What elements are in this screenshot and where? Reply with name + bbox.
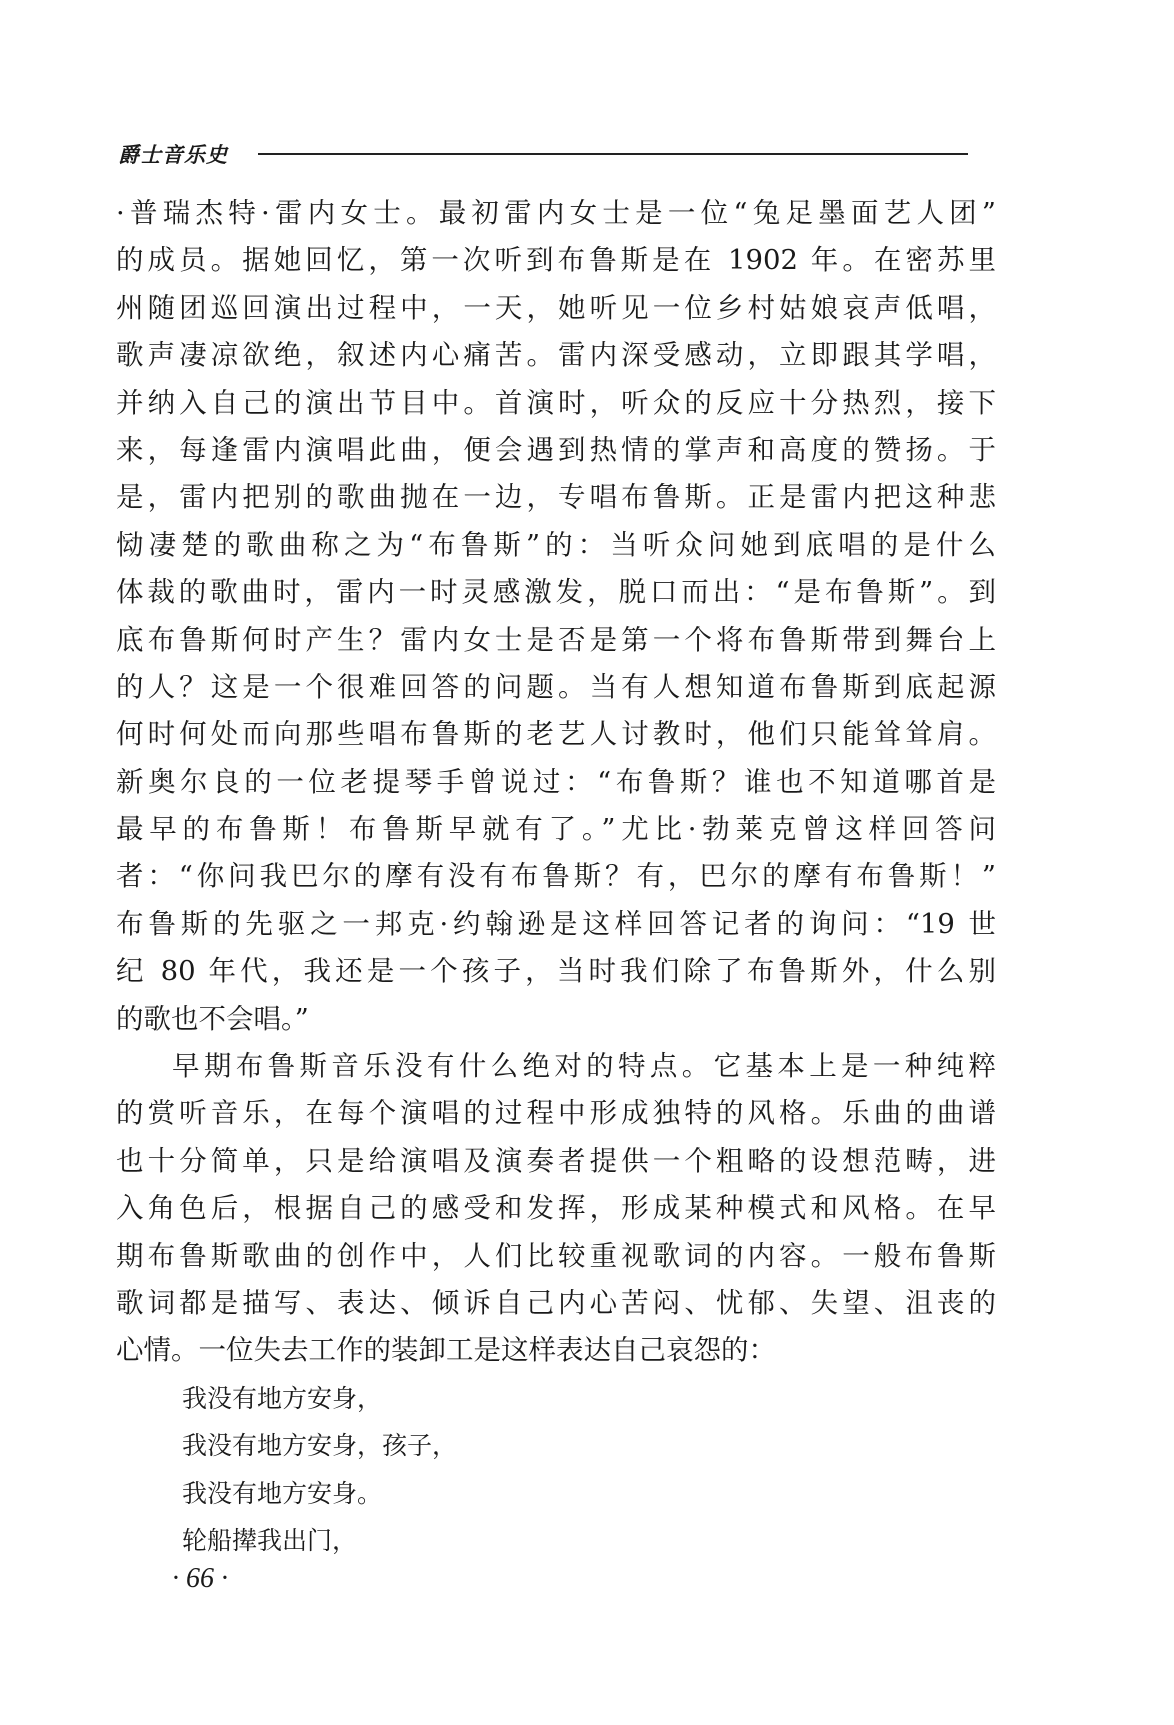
text-line: 最早的布鲁斯！布鲁斯早就有了。”尤比·勃莱克曾这样回答问	[116, 813, 996, 846]
text-line: 歌声凄凉欲绝，叙述内心痛苦。雷内深受感动，立即跟其学唱，	[116, 339, 996, 372]
text-line: 心情。一位失去工作的装卸工是这样表达自己哀怨的：	[116, 1334, 776, 1367]
verse-line: 我没有地方安身。	[182, 1478, 383, 1508]
text-line: 来，每逢雷内演唱此曲，便会遇到热情的掌声和高度的赞扬。于	[116, 433, 996, 466]
paragraph-1	[116, 190, 996, 1043]
text-line: 者：“你问我巴尔的摩有没有布鲁斯？有，巴尔的摩有布鲁斯！”	[116, 860, 996, 893]
text-line: 底布鲁斯何时产生？雷内女士是否是第一个将布鲁斯带到舞台上	[116, 623, 996, 656]
text-line: 是，雷内把别的歌曲抛在一边，专唱布鲁斯。正是雷内把这种悲	[116, 481, 996, 514]
paragraph-2	[116, 1043, 996, 1375]
text-line: 的赏听音乐，在每个演唱的过程中形成独特的风格。乐曲的曲谱	[116, 1097, 996, 1130]
text-line: 的成员。据她回忆，第一次听到布鲁斯是在 1902 年。在密苏里	[116, 244, 996, 277]
text-line: 的人？这是一个很难回答的问题。当有人想知道布鲁斯到底起源	[116, 670, 996, 703]
text-line: 纪 80 年代，我还是一个孩子，当时我们除了布鲁斯外，什么别	[116, 955, 996, 988]
text-line: 的歌也不会唱。”	[116, 1002, 309, 1035]
text-line: 体裁的歌曲时，雷内一时灵感激发，脱口而出：“是布鲁斯”。到	[116, 576, 996, 609]
text-line: 布鲁斯的先驱之一邦克·约翰逊是这样回答记者的询问：“19 世	[116, 907, 996, 940]
verse-line: 轮船撵我出门，	[182, 1525, 358, 1555]
verse-line: 我没有地方安身，孩子，	[182, 1431, 458, 1461]
text-line: 期布鲁斯歌曲的创作中，人们比较重视歌词的内容。一般布鲁斯	[116, 1239, 996, 1272]
header-rule	[258, 153, 968, 155]
body-text	[116, 190, 996, 1564]
text-line: 州随团巡回演出过程中，一天，她听见一位乡村姑娘哀声低唱，	[116, 291, 996, 324]
verse-block	[116, 1375, 996, 1565]
page-number: · 66 ·	[172, 1563, 228, 1594]
running-header	[118, 137, 968, 171]
text-line: 恸凄楚的歌曲称之为“布鲁斯”的：当听众问她到底唱的是什么	[116, 528, 996, 561]
text-line: 新奥尔良的一位老提琴手曾说过：“布鲁斯？谁也不知道哪首是	[116, 765, 996, 798]
book-title: 爵士音乐史	[118, 142, 228, 167]
verse-line: 我没有地方安身，	[182, 1383, 383, 1413]
text-line: 并纳入自己的演出节目中。首演时，听众的反应十分热烈，接下	[116, 386, 996, 419]
text-line: ·普瑞杰特·雷内女士。最初雷内女士是一位“兔足墨面艺人团”	[116, 197, 996, 229]
text-line: 也十分简单，只是给演唱及演奏者提供一个粗略的设想范畴，进	[116, 1144, 996, 1177]
text-line: 何时何处而向那些唱布鲁斯的老艺人讨教时，他们只能耸耸肩。	[116, 718, 996, 751]
text-line: 入角色后，根据自己的感受和发挥，形成某种模式和风格。在早	[116, 1192, 996, 1225]
text-line: 早期布鲁斯音乐没有什么绝对的特点。它基本上是一种纯粹	[172, 1050, 996, 1083]
text-line: 歌词都是描写、表达、倾诉自己内心苦闷、忧郁、失望、沮丧的	[116, 1286, 996, 1319]
